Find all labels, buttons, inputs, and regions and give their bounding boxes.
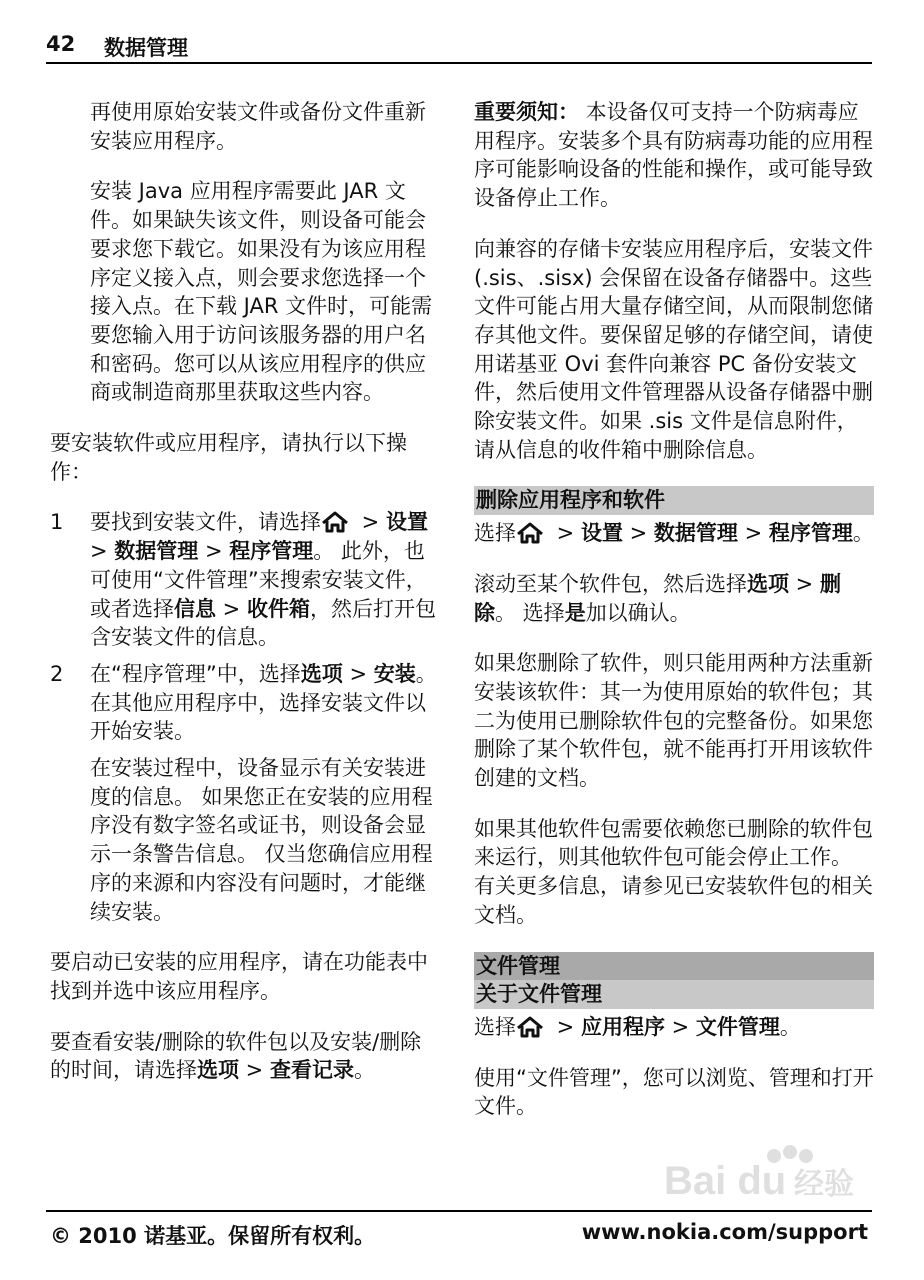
paragraph-select-delete — [474, 519, 874, 548]
step-text: 。 在其他应用程序中，选择安装文件以开始安装。 — [90, 661, 437, 744]
copyright: © 2010 诺基亚。保留所有权利。 — [50, 1224, 376, 1248]
important-text: 本设备仅可支持一个防病毒应用程序。安装多个具有防病毒功能的应用程序可能影响设备的性能和操作，或可能导致设备停止工作。 — [474, 100, 873, 211]
page-header — [46, 30, 872, 64]
separator: > — [550, 1014, 581, 1039]
paragraph-reinstall: 再使用原始安装文件或备份文件重新安装应用程序。 — [90, 100, 426, 153]
paragraph-dependencies: 如果其他软件包需要依赖您已删除的软件包来运行，则其他软件包可能会停止工作。 有关更多信息，请参见已安装软件包的相关文档。 — [474, 816, 873, 927]
step-number: 2 — [50, 661, 64, 686]
paragraph-launch: 要启动已安装的应用程序，请在功能表中找到并选中该应用程序。 — [50, 950, 428, 1003]
paragraph-storage: 向兼容的存储卡安装应用程序后，安装文件 (.sis、.sisx) 会保留在设备存储器中。这些文件可能占用大量存储空间，从而限制您储存其他文件。要保留足够的存储空间，请使用诺基亚 Ovi 套件向兼容 PC 备份安装文件，然后使用文件管理器从设备存储器中删除安装文件。如果 .sis 文件是信息附件，请从信息的收件箱中删除信息。 — [474, 236, 873, 462]
text: 滚动至某个软件包，然后选择 — [474, 571, 747, 596]
step-1 — [50, 508, 442, 652]
separator: > — [342, 661, 374, 686]
separator: > — [789, 571, 820, 596]
important-note — [474, 98, 874, 213]
paragraph-install-intro: 要安装软件或应用程序，请执行以下操作： — [50, 431, 407, 484]
subsection-about-file-manager: 关于文件管理 — [474, 980, 874, 1009]
menu-data-management: 数据管理 — [114, 539, 199, 564]
section-delete-apps: 删除应用程序和软件 — [474, 486, 874, 515]
step-number: 1 — [50, 510, 64, 535]
step-text: 。 此外，也可使用“文件管理”来搜索安装文件，或者选择 — [90, 539, 427, 621]
menu-applications: 应用程序 — [580, 1014, 665, 1039]
right-column — [474, 98, 874, 1143]
menu-inbox: 收件箱 — [246, 596, 310, 621]
paragraph-scroll-delete — [474, 570, 874, 627]
step-text: ，然后打开包含安装文件的信息。 — [90, 596, 436, 650]
separator: > — [737, 521, 769, 546]
separator: > — [239, 1058, 270, 1083]
home-icon — [516, 1016, 544, 1038]
left-column — [50, 98, 442, 1107]
text: 。 — [353, 1058, 375, 1083]
menu-settings: 设置 — [580, 521, 623, 546]
support-url[interactable]: www.nokia.com/support — [581, 1220, 868, 1244]
menu-app-manager: 程序管理 — [229, 539, 314, 564]
svg-text:Bai du: Bai du — [664, 1159, 787, 1202]
home-icon — [321, 511, 349, 533]
paragraph-file-manager-intro: 使用“文件管理”，您可以浏览、管理和打开文件。 — [474, 1065, 874, 1119]
svg-text:经验: 经验 — [794, 1167, 854, 1202]
chapter-title: 数据管理 — [104, 36, 188, 60]
step-text: 在“程序管理”中，选择 — [90, 661, 301, 686]
menu-messaging: 信息 — [174, 596, 216, 621]
paragraph-reinstall-deleted: 如果您删除了软件，则只能用两种方法重新安装该软件：其一为使用原始的软件包；其二为使用已删除软件包的完整备份。如果您删除了某个软件包，就不能再打开用该软件创建的文档。 — [474, 651, 873, 791]
menu-options: 选项 — [300, 661, 343, 686]
paragraph-select-file-manager — [474, 1013, 874, 1042]
paragraph-java: 安装 Java 应用程序需要此 JAR 文件。如果缺失该文件，则设备可能会要求您下载它。如果没有为该应用程序定义接入点，则会要求您选择一个接入点。在下载 JAR 文件时，可能需要您输入用于访问该服务器的用户名和密码。您可以从该应用程序的供应商或制造商那里获取这些内容。 — [90, 179, 433, 405]
separator: > — [198, 539, 230, 564]
menu-file-manager: 文件管理 — [695, 1014, 780, 1039]
page-number: 42 — [46, 32, 76, 56]
home-icon — [516, 522, 544, 544]
separator: > — [90, 539, 115, 564]
menu-yes: 是 — [564, 600, 586, 625]
paragraph-install-progress: 在安装过程中，设备显示有关安装进度的信息。 如果您正在安装的应用程序没有数字签名或证书，则设备会显示一条警告信息。 仅当您确信应用程序的来源和内容没有问题时，才能继续安装。 — [90, 756, 433, 924]
menu-data-management: 数据管理 — [653, 521, 738, 546]
text: 。 选择 — [495, 600, 565, 625]
step-2 — [50, 660, 442, 746]
separator: > — [216, 596, 247, 621]
separator: > — [664, 1014, 696, 1039]
menu-delete: 删除 — [474, 571, 841, 625]
separator: > — [355, 510, 386, 535]
text: 选择 — [474, 1014, 516, 1039]
menu-install: 安装 — [373, 661, 416, 686]
text: 选择 — [474, 521, 516, 546]
paragraph-view-log — [50, 1028, 442, 1085]
baidu-watermark-logo — [664, 1142, 864, 1202]
menu-options: 选项 — [747, 571, 789, 596]
menu-options: 选项 — [197, 1058, 239, 1083]
text: 加以确认。 — [585, 600, 691, 625]
section-file-manager: 文件管理 — [474, 952, 874, 981]
text: 要查看安装/删除的软件包以及安装/删除的时间，请选择 — [50, 1029, 422, 1083]
text: 。 — [779, 1014, 801, 1039]
separator: > — [550, 521, 581, 546]
separator: > — [622, 521, 654, 546]
text: 。 — [852, 521, 874, 546]
important-label: 重要须知： — [474, 100, 579, 124]
menu-view-log: 查看记录 — [269, 1058, 354, 1083]
page-footer — [46, 1210, 872, 1252]
step-text: 要找到安装文件，请选择 — [90, 510, 321, 535]
menu-settings: 设置 — [385, 510, 428, 535]
menu-app-manager: 程序管理 — [768, 521, 853, 546]
